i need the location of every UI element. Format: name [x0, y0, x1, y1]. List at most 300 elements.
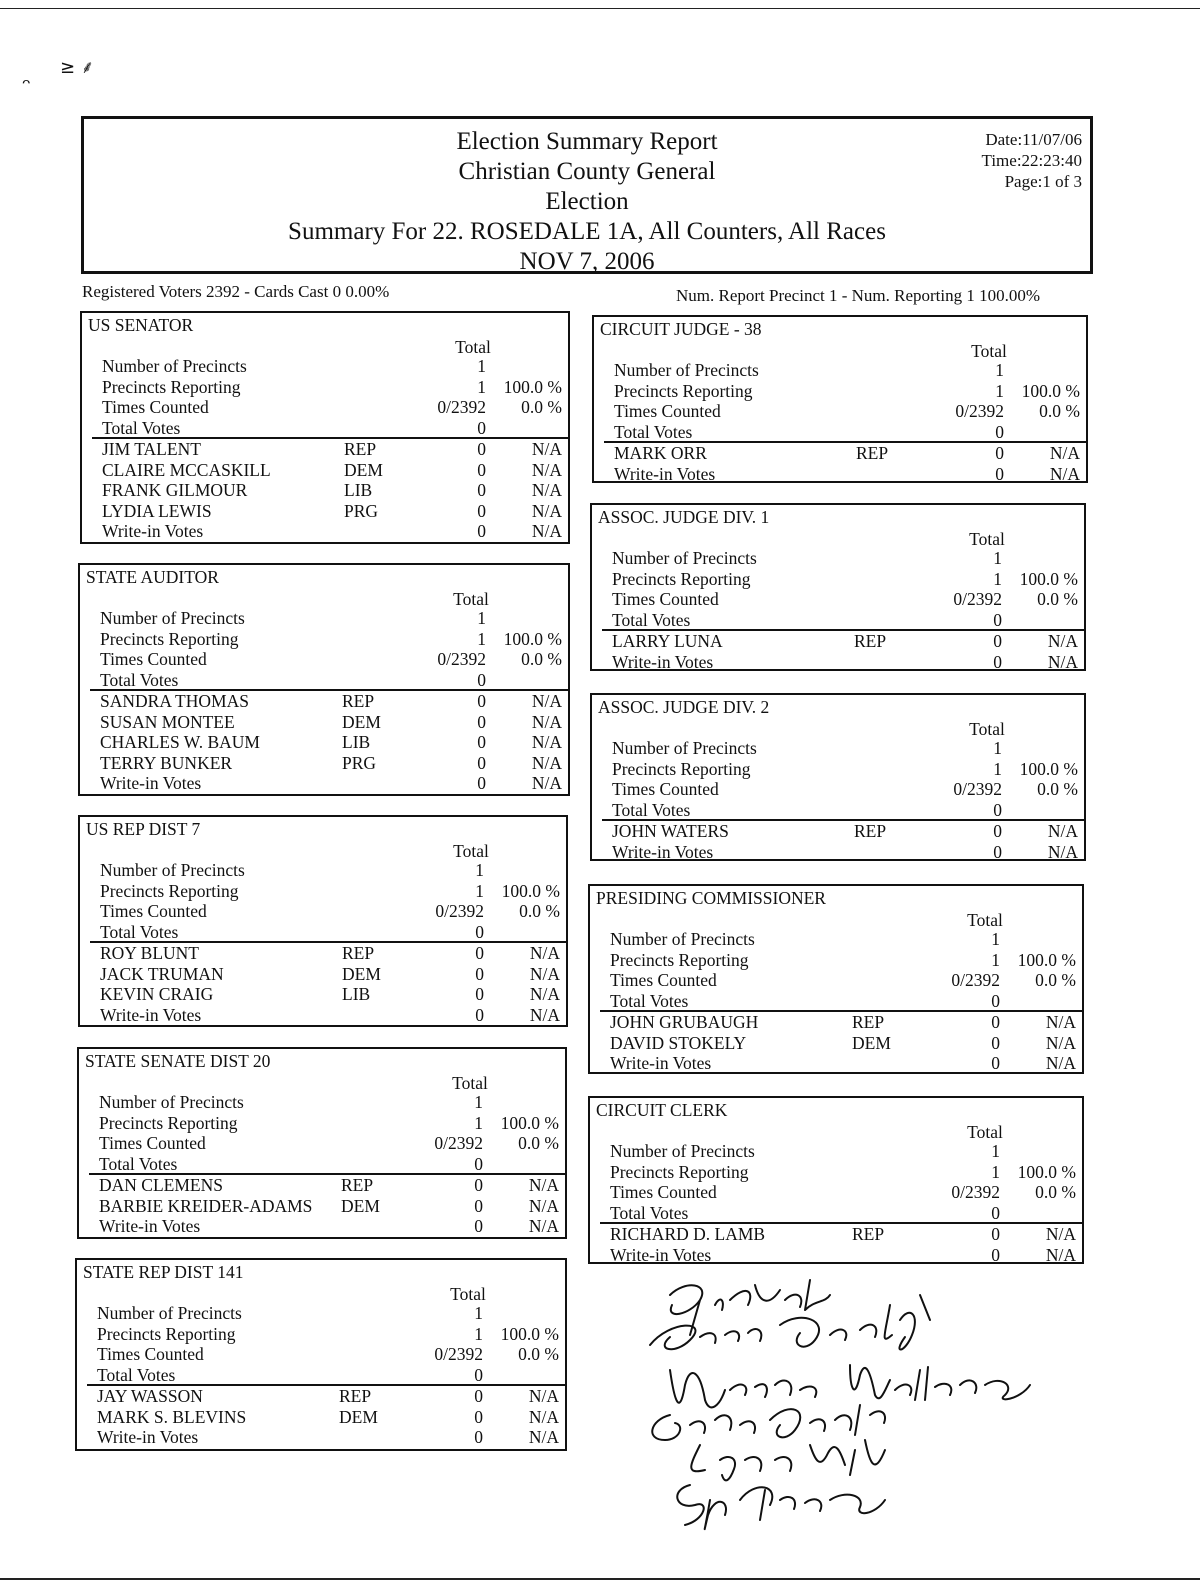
report-header: [81, 116, 1093, 274]
stat-percent: 100.0 %: [1019, 569, 1078, 589]
candidate-name: FRANK GILMOUR: [102, 480, 248, 500]
race-title: US SENATOR: [88, 315, 194, 335]
stat-row-times-counted: [80, 901, 566, 922]
stat-value: 0/2392: [955, 401, 1004, 421]
candidate-party: DEM: [342, 712, 381, 732]
stat-value: 0/2392: [437, 649, 486, 669]
stat-value: 0/2392: [953, 779, 1002, 799]
stat-row-precincts-reporting: [590, 1162, 1082, 1183]
candidate-name: MARK S. BLEVINS: [97, 1407, 247, 1427]
candidate-row: [80, 984, 566, 1005]
stat-percent: 0.0 %: [521, 397, 562, 417]
race-title: US REP DIST 7: [86, 819, 201, 839]
stat-row-times-counted: [592, 589, 1084, 610]
candidate-party: PRG: [342, 753, 377, 773]
stat-percent: 100.0 %: [503, 377, 562, 397]
stat-row-total-votes: [592, 800, 1084, 821]
stat-row-total-votes: [77, 1365, 565, 1386]
race-state-auditor: [78, 563, 570, 796]
candidate-votes: 0: [474, 1427, 483, 1447]
race-title: CIRCUIT CLERK: [596, 1100, 728, 1120]
stat-percent: 0.0 %: [519, 901, 560, 921]
stat-value: 1: [991, 1141, 1000, 1161]
stat-row-times-counted: [82, 397, 568, 418]
candidate-name: JIM TALENT: [102, 439, 201, 459]
candidate-percent: N/A: [531, 773, 562, 793]
stat-row-precincts-reporting: [80, 629, 568, 650]
candidate-votes: 0: [991, 1033, 1000, 1053]
stat-label: Total Votes: [612, 610, 691, 630]
stat-label: Total Votes: [100, 670, 179, 690]
stat-percent: 0.0 %: [1035, 970, 1076, 990]
candidate-percent: N/A: [531, 712, 562, 732]
total-column-header: Total: [971, 341, 1007, 361]
write-in-row: [592, 842, 1084, 863]
candidate-percent: N/A: [1047, 631, 1078, 651]
stat-row-precincts-reporting: [82, 377, 568, 398]
signature-3: [670, 1365, 1030, 1407]
total-column-header: Total: [453, 841, 489, 861]
election-label: Election: [545, 188, 629, 215]
candidate-name: LARRY LUNA: [612, 631, 723, 651]
candidate-percent: N/A: [1045, 1053, 1076, 1073]
candidate-percent: N/A: [528, 1427, 559, 1447]
candidate-party: PRG: [344, 501, 379, 521]
stat-label: Precincts Reporting: [97, 1324, 236, 1344]
total-column-header: Total: [450, 1284, 486, 1304]
stat-row-precincts-reporting: [594, 381, 1086, 402]
candidate-votes: 0: [474, 1196, 483, 1216]
stat-label: Precincts Reporting: [100, 629, 239, 649]
race-assoc-judge-div-2: [590, 693, 1086, 861]
candidate-party: LIB: [342, 984, 371, 1004]
handwritten-signatures: [630, 1275, 1050, 1545]
candidate-votes: 0: [475, 1005, 484, 1025]
candidate-percent: N/A: [1047, 821, 1078, 841]
candidate-percent: N/A: [528, 1216, 559, 1236]
stat-value: 0/2392: [435, 901, 484, 921]
stat-label: Total Votes: [610, 991, 689, 1011]
candidate-party: REP: [854, 631, 887, 651]
stat-row-precincts-reporting: [592, 759, 1084, 780]
stat-row-times-counted: [80, 649, 568, 670]
stat-row-total-votes: [80, 670, 568, 691]
stat-label: Times Counted: [612, 779, 719, 799]
candidate-percent: N/A: [531, 480, 562, 500]
signature-4: [652, 1405, 885, 1440]
candidate-name: Write-in Votes: [102, 521, 204, 541]
candidate-row: [594, 443, 1086, 464]
stat-row-times-counted: [79, 1133, 565, 1154]
stat-label: Times Counted: [610, 1182, 717, 1202]
stat-label: Precincts Reporting: [614, 381, 753, 401]
stat-row-num-precincts: [80, 860, 566, 881]
registered-voters-summary: Registered Voters 2392 - Cards Cast 0 0.00%: [82, 282, 390, 301]
write-in-row: [82, 521, 568, 542]
stat-value: 1: [474, 1303, 483, 1323]
candidate-row: [80, 943, 566, 964]
stat-label: Total Votes: [99, 1154, 178, 1174]
stat-row-precincts-reporting: [80, 881, 566, 902]
write-in-row: [80, 1005, 566, 1026]
stat-percent: 100.0 %: [1019, 759, 1078, 779]
report-date: Date:11/07/06: [985, 130, 1082, 149]
candidate-row: [77, 1386, 565, 1407]
candidate-percent: N/A: [531, 460, 562, 480]
stat-row-times-counted: [590, 1182, 1082, 1203]
candidate-party: DEM: [342, 964, 381, 984]
candidate-name: JAY WASSON: [97, 1386, 203, 1406]
candidate-party: REP: [342, 691, 375, 711]
write-in-row: [590, 1053, 1082, 1074]
candidate-percent: N/A: [529, 984, 560, 1004]
report-title: Election Summary Report: [456, 128, 718, 155]
race-circuit-judge-38: [592, 315, 1088, 483]
candidate-row: [82, 480, 568, 501]
stat-value: 1: [993, 738, 1002, 758]
write-in-row: [590, 1245, 1082, 1266]
candidate-row: [80, 691, 568, 712]
stat-row-times-counted: [590, 970, 1082, 991]
race-presiding-commissioner: [588, 884, 1084, 1074]
candidate-percent: N/A: [1047, 652, 1078, 672]
candidate-votes: 0: [475, 984, 484, 1004]
stat-label: Total Votes: [97, 1365, 176, 1385]
race-title: ASSOC. JUDGE DIV. 1: [598, 507, 770, 527]
stat-row-num-precincts: [80, 608, 568, 629]
candidate-percent: N/A: [528, 1196, 559, 1216]
candidate-percent: N/A: [1049, 443, 1080, 463]
write-in-row: [592, 652, 1084, 673]
candidate-votes: 0: [991, 1053, 1000, 1073]
candidate-votes: 0: [991, 1012, 1000, 1032]
candidate-name: DAVID STOKELY: [610, 1033, 747, 1053]
precinct-summary-line: Summary For 22. ROSEDALE 1A, All Counters, All Races: [288, 218, 886, 245]
stat-row-total-votes: [79, 1154, 565, 1175]
stat-label: Total Votes: [102, 418, 181, 438]
race-title: STATE REP DIST 141: [83, 1262, 244, 1282]
stat-label: Number of Precincts: [99, 1092, 244, 1112]
candidate-percent: N/A: [531, 691, 562, 711]
stat-value: 1: [477, 377, 486, 397]
candidate-votes: 0: [991, 1224, 1000, 1244]
stat-row-num-precincts: [592, 548, 1084, 569]
candidate-name: Write-in Votes: [610, 1245, 712, 1265]
stat-row-precincts-reporting: [77, 1324, 565, 1345]
candidate-row: [590, 1224, 1082, 1245]
candidate-percent: N/A: [1045, 1012, 1076, 1032]
candidate-votes: 0: [477, 753, 486, 773]
stat-row-num-precincts: [79, 1092, 565, 1113]
candidate-party: REP: [856, 443, 889, 463]
candidate-row: [79, 1175, 565, 1196]
stat-percent: 100.0 %: [500, 1113, 559, 1133]
stat-value: 1: [991, 1162, 1000, 1182]
race-title: STATE SENATE DIST 20: [85, 1051, 271, 1071]
candidate-row: [82, 439, 568, 460]
stat-row-num-precincts: [594, 360, 1086, 381]
candidate-name: DAN CLEMENS: [99, 1175, 223, 1195]
candidate-party: REP: [852, 1224, 885, 1244]
candidate-votes: 0: [474, 1407, 483, 1427]
candidate-votes: 0: [477, 691, 486, 711]
stat-label: Number of Precincts: [97, 1303, 242, 1323]
stat-label: Times Counted: [97, 1344, 204, 1364]
candidate-party: REP: [339, 1386, 372, 1406]
stat-percent: 100.0 %: [1017, 950, 1076, 970]
race-assoc-judge-div-1: [590, 503, 1086, 671]
candidate-name: Write-in Votes: [610, 1053, 712, 1073]
candidate-name: JOHN WATERS: [612, 821, 729, 841]
candidate-party: REP: [854, 821, 887, 841]
stat-row-times-counted: [592, 779, 1084, 800]
stat-value: 0/2392: [434, 1344, 483, 1364]
scan-corner-mark: ᵔ: [22, 75, 32, 100]
report-run-info: [982, 129, 1082, 192]
stat-row-total-votes: [592, 610, 1084, 631]
signature-2: [650, 1295, 930, 1350]
candidate-row: [590, 1033, 1082, 1054]
stat-value: 0/2392: [953, 589, 1002, 609]
stat-percent: 0.0 %: [518, 1133, 559, 1153]
candidate-name: JOHN GRUBAUGH: [610, 1012, 759, 1032]
candidate-name: Write-in Votes: [612, 652, 714, 672]
candidate-row: [82, 501, 568, 522]
stat-row-total-votes: [590, 1203, 1082, 1224]
race-title: CIRCUIT JUDGE - 38: [600, 319, 762, 339]
candidate-percent: N/A: [531, 521, 562, 541]
candidate-row: [80, 964, 566, 985]
candidate-votes: 0: [995, 443, 1004, 463]
stat-value: 1: [475, 881, 484, 901]
stat-label: Times Counted: [612, 589, 719, 609]
write-in-row: [594, 464, 1086, 485]
stat-percent: 0.0 %: [521, 649, 562, 669]
candidate-party: LIB: [342, 732, 371, 752]
candidate-votes: 0: [991, 1245, 1000, 1265]
candidate-votes: 0: [474, 1175, 483, 1195]
candidate-votes: 0: [993, 652, 1002, 672]
candidate-percent: N/A: [1045, 1245, 1076, 1265]
candidate-name: SUSAN MONTEE: [100, 712, 235, 732]
total-column-header: Total: [969, 719, 1005, 739]
candidate-votes: 0: [477, 501, 486, 521]
stat-percent: 100.0 %: [1021, 381, 1080, 401]
stat-value: 0: [991, 991, 1000, 1011]
stat-percent: 100.0 %: [1017, 1162, 1076, 1182]
candidate-name: Write-in Votes: [99, 1216, 201, 1236]
stat-percent: 0.0 %: [518, 1344, 559, 1364]
candidate-votes: 0: [477, 712, 486, 732]
candidate-name: Write-in Votes: [614, 464, 716, 484]
candidate-row: [592, 821, 1084, 842]
stat-value: 0: [477, 670, 486, 690]
stat-row-total-votes: [80, 922, 566, 943]
candidate-name: JACK TRUMAN: [100, 964, 224, 984]
candidate-percent: N/A: [1045, 1224, 1076, 1244]
candidate-percent: N/A: [531, 732, 562, 752]
total-column-header: Total: [453, 589, 489, 609]
candidate-votes: 0: [475, 964, 484, 984]
stat-value: 1: [991, 929, 1000, 949]
stat-label: Precincts Reporting: [100, 881, 239, 901]
stat-value: 1: [474, 1113, 483, 1133]
stat-value: 1: [995, 381, 1004, 401]
candidate-name: Write-in Votes: [97, 1427, 199, 1447]
candidate-percent: N/A: [528, 1407, 559, 1427]
stat-label: Precincts Reporting: [612, 759, 751, 779]
scan-bottom-rule: [0, 1578, 1200, 1580]
candidate-votes: 0: [477, 460, 486, 480]
race-title: STATE AUDITOR: [86, 567, 219, 587]
candidate-row: [77, 1407, 565, 1428]
candidate-name: ROY BLUNT: [100, 943, 200, 963]
signature-5: [691, 1440, 885, 1480]
stat-label: Total Votes: [614, 422, 693, 442]
stat-label: Number of Precincts: [102, 356, 247, 376]
candidate-name: Write-in Votes: [612, 842, 714, 862]
stat-value: 0: [993, 800, 1002, 820]
report-time: Time:22:23:40: [981, 151, 1082, 170]
candidate-party: LIB: [344, 480, 373, 500]
candidate-votes: 0: [993, 821, 1002, 841]
stat-row-total-votes: [590, 991, 1082, 1012]
total-column-header: Total: [969, 529, 1005, 549]
candidate-row: [592, 631, 1084, 652]
county-election-name: Christian County General: [458, 158, 716, 185]
stat-label: Times Counted: [99, 1133, 206, 1153]
stat-value: 1: [475, 860, 484, 880]
write-in-row: [77, 1427, 565, 1448]
stat-value: 1: [477, 629, 486, 649]
stat-label: Precincts Reporting: [610, 950, 749, 970]
candidate-percent: N/A: [531, 439, 562, 459]
candidate-percent: N/A: [1049, 464, 1080, 484]
candidate-name: BARBIE KREIDER-ADAMS: [99, 1196, 313, 1216]
candidate-row: [82, 460, 568, 481]
total-column-header: Total: [455, 337, 491, 357]
stat-percent: 0.0 %: [1039, 401, 1080, 421]
candidate-votes: 0: [474, 1216, 483, 1236]
candidate-row: [80, 753, 568, 774]
candidate-percent: N/A: [531, 753, 562, 773]
candidate-party: DEM: [852, 1033, 891, 1053]
race-circuit-clerk: [588, 1096, 1084, 1264]
stat-row-num-precincts: [77, 1303, 565, 1324]
candidate-votes: 0: [474, 1386, 483, 1406]
race-state-rep-dist-141: [75, 1258, 567, 1451]
stat-label: Total Votes: [610, 1203, 689, 1223]
stat-value: 1: [995, 360, 1004, 380]
race-title: ASSOC. JUDGE DIV. 2: [598, 697, 770, 717]
stat-label: Number of Precincts: [612, 548, 757, 568]
candidate-votes: 0: [477, 521, 486, 541]
stat-row-precincts-reporting: [590, 950, 1082, 971]
stat-percent: 0.0 %: [1035, 1182, 1076, 1202]
candidate-votes: 0: [477, 732, 486, 752]
total-column-header: Total: [967, 910, 1003, 930]
stat-label: Number of Precincts: [610, 929, 755, 949]
stat-label: Total Votes: [100, 922, 179, 942]
stat-value: 0: [991, 1203, 1000, 1223]
candidate-votes: 0: [993, 842, 1002, 862]
candidate-name: TERRY BUNKER: [100, 753, 233, 773]
stat-value: 1: [993, 548, 1002, 568]
stat-label: Number of Precincts: [100, 608, 245, 628]
stat-row-total-votes: [82, 418, 568, 439]
stat-label: Times Counted: [610, 970, 717, 990]
candidate-party: DEM: [341, 1196, 380, 1216]
stat-label: Times Counted: [100, 901, 207, 921]
stat-value: 0/2392: [951, 970, 1000, 990]
write-in-row: [79, 1216, 565, 1237]
stat-value: 1: [477, 608, 486, 628]
stat-value: 1: [993, 569, 1002, 589]
election-date: NOV 7, 2006: [519, 248, 655, 275]
candidate-votes: 0: [477, 773, 486, 793]
candidate-name: RICHARD D. LAMB: [610, 1224, 766, 1244]
candidate-percent: N/A: [528, 1175, 559, 1195]
stat-value: 1: [993, 759, 1002, 779]
candidate-row: [80, 712, 568, 733]
stat-label: Precincts Reporting: [102, 377, 241, 397]
stat-percent: 100.0 %: [500, 1324, 559, 1344]
stat-label: Number of Precincts: [614, 360, 759, 380]
stat-value: 0: [474, 1365, 483, 1385]
stat-row-times-counted: [77, 1344, 565, 1365]
candidate-votes: 0: [475, 943, 484, 963]
stat-row-total-votes: [594, 422, 1086, 443]
stat-value: 0: [475, 922, 484, 942]
stat-value: 0: [477, 418, 486, 438]
candidate-row: [590, 1012, 1082, 1033]
race-us-senator: [80, 311, 570, 544]
total-column-header: Total: [967, 1122, 1003, 1142]
total-column-header: Total: [452, 1073, 488, 1093]
stat-percent: 100.0 %: [503, 629, 562, 649]
precincts-reporting-summary: Num. Report Precinct 1 - Num. Reporting 1 100.00%: [676, 286, 1041, 305]
stat-row-precincts-reporting: [592, 569, 1084, 590]
stat-percent: 0.0 %: [1037, 589, 1078, 609]
candidate-party: REP: [341, 1175, 374, 1195]
page-number: Page:1 of 3: [1004, 172, 1082, 191]
candidate-percent: N/A: [1047, 842, 1078, 862]
candidate-party: REP: [344, 439, 377, 459]
write-in-row: [80, 773, 568, 794]
stat-value: 1: [474, 1324, 483, 1344]
candidate-party: DEM: [344, 460, 383, 480]
candidate-percent: N/A: [1045, 1033, 1076, 1053]
stat-value: 0/2392: [951, 1182, 1000, 1202]
scan-scribble-mark: ≥ ⸙: [60, 57, 95, 78]
report-title-block: [264, 127, 910, 277]
stat-value: 1: [477, 356, 486, 376]
candidate-percent: N/A: [529, 943, 560, 963]
candidate-percent: N/A: [529, 1005, 560, 1025]
race-us-rep-dist-7: [78, 815, 568, 1027]
candidate-votes: 0: [477, 480, 486, 500]
candidate-row: [80, 732, 568, 753]
stat-row-num-precincts: [82, 356, 568, 377]
candidate-name: Write-in Votes: [100, 1005, 202, 1025]
candidate-percent: N/A: [529, 964, 560, 984]
candidate-percent: N/A: [531, 501, 562, 521]
stat-label: Precincts Reporting: [99, 1113, 238, 1133]
stat-label: Number of Precincts: [100, 860, 245, 880]
candidate-name: MARK ORR: [614, 443, 707, 463]
stat-label: Precincts Reporting: [612, 569, 751, 589]
stat-value: 0: [995, 422, 1004, 442]
